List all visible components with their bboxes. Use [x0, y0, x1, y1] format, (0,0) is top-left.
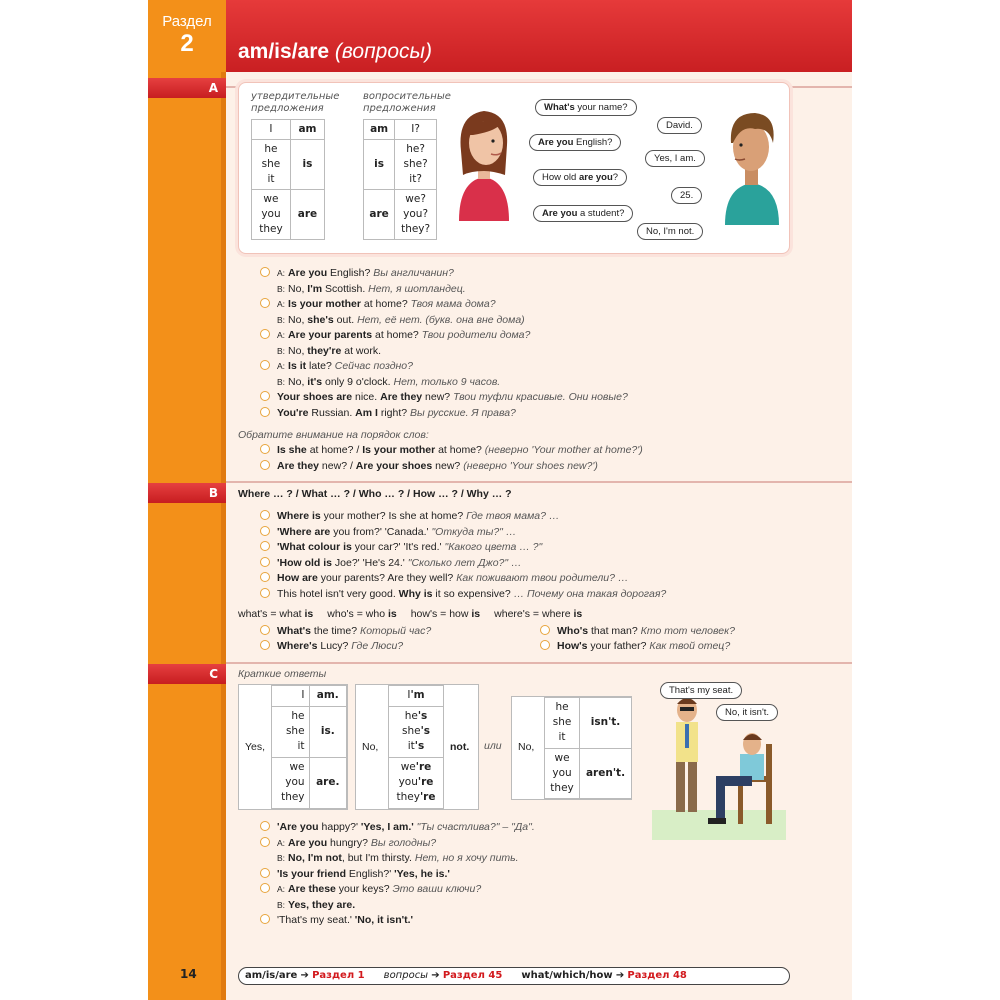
speaker-label: B:	[277, 314, 286, 325]
example-line: Where is your mother? Is she at home? Где твоя мама? …	[260, 510, 559, 523]
translation: Который час?	[360, 625, 432, 637]
speaker-label: B:	[277, 283, 286, 294]
speaker-label: B:	[277, 853, 286, 863]
or-label: или	[484, 740, 502, 752]
translation: … Почему она такая дорогая?	[513, 587, 667, 600]
speech-bubble: 25.	[671, 187, 702, 204]
bullet-circle-icon	[260, 837, 270, 847]
question-table	[363, 119, 437, 240]
verb-cell: am	[364, 120, 395, 140]
short-answers-title: Краткие ответы	[238, 668, 327, 680]
bullet-circle-icon	[540, 640, 550, 650]
bullet-circle-icon	[260, 821, 270, 831]
translation: Как твой отец?	[649, 640, 731, 652]
table-row: we're you're they're	[389, 757, 444, 808]
speaker-label: A:	[277, 330, 286, 340]
no-label: No,	[362, 741, 379, 753]
example-line: You're Russian. Am I right? Вы русские. Я права?	[260, 407, 516, 420]
table-row: I am.	[272, 686, 347, 707]
example-line: B: Yes, they are.	[277, 898, 356, 911]
man-illustration	[719, 107, 785, 225]
translation: Нет, её нет. (букв. она вне дома)	[357, 313, 525, 326]
translation: Где твоя мама? …	[466, 510, 560, 522]
translation: Нет, но я хочу пить.	[414, 852, 519, 864]
bullet-circle-icon	[260, 267, 270, 277]
affirm-table	[251, 119, 325, 240]
example-line: How are your parents? Are they well? Как поживают твои родители? …	[260, 572, 628, 585]
table-row: I'm	[389, 686, 444, 707]
ref-item[interactable]: вопросы ➔ Раздел 45	[383, 970, 503, 981]
translation: Вы англичанин?	[373, 267, 454, 279]
speech-bubble: Are you English?	[529, 134, 621, 151]
example-line: 'What colour is your car?' 'It's red.' "Какого цвета … ?"	[260, 541, 542, 554]
example-line: B: No, she's out. Нет, её нет. (букв. она вне дома)	[277, 313, 525, 326]
example-line: A: Are these your keys? Это ваши ключи?	[260, 883, 481, 896]
page-title: am/is/are (вопросы)	[238, 40, 432, 63]
example-line: How's your father? Как твой отец?	[540, 640, 730, 653]
table-row	[252, 140, 325, 190]
translation: (неверно 'Your mother at home?')	[484, 444, 643, 456]
translation: "Ты счастлива?" – "Да".	[416, 821, 535, 833]
affirm-title: утвердительные предложения	[251, 91, 340, 114]
section-a-grammar-box	[238, 82, 790, 254]
bullet-circle-icon	[260, 588, 270, 598]
speaker-label: B:	[277, 345, 286, 356]
speaker-label: A:	[277, 268, 286, 278]
verb-cell: is	[290, 140, 324, 190]
unit-box	[148, 0, 226, 72]
translation: Вы голодны?	[370, 836, 437, 849]
unit-number: 2	[180, 30, 194, 57]
contraction: where's = where is	[494, 608, 583, 620]
header-bar	[226, 0, 852, 72]
example-line: 'Is your friend English?' 'Yes, he is.'	[260, 868, 450, 881]
speech-bubble: Are you a student?	[533, 205, 633, 222]
table-row	[364, 120, 437, 140]
translation: Это ваши ключи?	[392, 883, 482, 895]
bullet-circle-icon	[260, 541, 270, 551]
example-line: B: No, I'm Scottish. Нет, я шотландец.	[277, 282, 466, 295]
bullet-circle-icon	[260, 868, 270, 878]
question-title: вопросительные предложения	[363, 91, 451, 114]
bullet-circle-icon	[260, 914, 270, 924]
translation: Твои родители дома?	[421, 329, 531, 341]
verb-cell: are	[364, 190, 395, 240]
pronoun-cell: we you they	[252, 190, 291, 240]
table-row: he's she's it's	[389, 706, 444, 757]
example-line: B: No, it's only 9 o'clock. Нет, только 9 часов.	[277, 375, 501, 388]
translation: "Сколько лет Джо?" …	[407, 556, 522, 569]
contraction: who's = who is	[327, 608, 397, 620]
bullet-circle-icon	[540, 625, 550, 635]
speech-bubble: That's my seat.	[660, 682, 742, 699]
word-order-note: Обратите внимание на порядок слов:	[238, 429, 429, 441]
speech-bubble: David.	[657, 117, 702, 134]
table-row: we you they aren't.	[545, 748, 632, 799]
table-row: we you they are.	[272, 757, 347, 808]
example-line: A: Are you English? Вы англичанин?	[260, 267, 454, 280]
example-line: 'That's my seat.' 'No, it isn't.'	[260, 914, 413, 927]
example-line: This hotel isn't very good. Why is it so expensive? … Почему она такая дорогая?	[260, 588, 666, 601]
bullet-circle-icon	[260, 444, 270, 454]
short-answers-negative-table	[511, 696, 632, 800]
example-line: B: No, they're at work.	[277, 344, 381, 357]
table-row	[364, 190, 437, 240]
bullet-circle-icon	[260, 460, 270, 470]
bullet-circle-icon	[260, 625, 270, 635]
ref-item[interactable]: am/is/are ➔ Раздел 1	[245, 970, 365, 981]
bullet-circle-icon	[260, 510, 270, 520]
example-line: A: Are your parents at home? Твои родители дома?	[260, 329, 530, 342]
speaker-label: A:	[277, 361, 286, 371]
short-answers-yes-table	[238, 684, 348, 810]
table-row: he she it isn't.	[545, 698, 632, 749]
example-line: A: Is your mother at home? Твоя мама дома?	[260, 298, 496, 311]
woman-illustration	[453, 105, 515, 221]
bullet-circle-icon	[260, 391, 270, 401]
example-line: 'Where are you from?' 'Canada.' "Откуда ты?" …	[260, 526, 516, 539]
verb-cell: are	[290, 190, 324, 240]
translation: (неверно 'Your shoes new?')	[463, 459, 598, 472]
speaker-label: B:	[277, 899, 286, 910]
translation: Кто тот человек?	[640, 625, 735, 637]
speaker-label: A:	[277, 884, 286, 894]
translation: Нет, я шотландец.	[368, 282, 466, 295]
table-row	[252, 190, 325, 240]
example-line: Who's that man? Кто тот человек?	[540, 625, 735, 638]
bullet-circle-icon	[260, 883, 270, 893]
translation: Где Люси?	[351, 640, 404, 652]
example-line: A: Is it late? Сейчас поздно?	[260, 360, 413, 373]
bullet-circle-icon	[260, 360, 270, 370]
translation: "Какого цвета … ?"	[444, 541, 543, 553]
bullet-circle-icon	[260, 640, 270, 650]
section-tab-b: B	[148, 483, 226, 503]
translation: Твоя мама дома?	[410, 298, 496, 310]
speech-bubble: What's your name?	[535, 99, 637, 116]
speaker-label: A:	[277, 837, 286, 848]
table-row: he she it is.	[272, 706, 347, 757]
pronoun-cell: we? you? they?	[395, 190, 437, 240]
translation: Вы русские. Я права?	[410, 406, 516, 419]
example-line: 'How old is Joe?' 'He's 24.' "Сколько лет Джо?" …	[260, 557, 522, 570]
pronoun-cell: he? she? it?	[395, 140, 437, 190]
section-tab-c: C	[148, 664, 226, 684]
speaker-label: A:	[277, 299, 286, 309]
contraction: what's = what is	[238, 608, 314, 620]
example-line: What's the time? Который час?	[260, 625, 431, 638]
verb-cell: am	[290, 120, 324, 140]
short-answers-no-table	[355, 684, 479, 810]
example-line: Where's Lucy? Где Люси?	[260, 640, 403, 653]
pronoun-cell: I	[252, 120, 291, 140]
cross-reference-bar	[238, 967, 790, 985]
speech-bubble: No, I'm not.	[637, 223, 703, 240]
translation: Как поживают твои родители? …	[456, 572, 629, 584]
table-row	[364, 140, 437, 190]
bullet-circle-icon	[260, 298, 270, 308]
example-line: Are they new? / Are your shoes new? (неверно 'Your shoes new?')	[260, 460, 598, 473]
unit-label: Раздел	[162, 13, 212, 30]
bullet-circle-icon	[260, 329, 270, 339]
yes-label: Yes,	[245, 741, 266, 753]
translation: Твои туфли красивые. Они новые?	[453, 391, 628, 403]
pronoun-cell: he she it	[252, 140, 291, 190]
section-divider	[226, 662, 852, 664]
page-number: 14	[180, 967, 197, 981]
translation: Сейчас поздно?	[334, 360, 413, 372]
bullet-circle-icon	[260, 526, 270, 536]
speech-bubble: How old are you?	[533, 169, 627, 186]
pronoun-cell: I?	[395, 120, 437, 140]
example-line: 'Are you happy?' 'Yes, I am.' "Ты счастлива?" – "Да".	[260, 821, 535, 834]
section-divider	[226, 481, 852, 483]
bullet-circle-icon	[260, 407, 270, 417]
bullet-circle-icon	[260, 572, 270, 582]
ref-item[interactable]: what/which/how ➔ Раздел 48	[521, 970, 687, 981]
contractions-row	[238, 608, 596, 621]
example-line: B: No, I'm not, but I'm thirsty. Нет, но я хочу пить.	[277, 852, 519, 864]
section-b-heading: Where … ? / What … ? / Who … ? / How … ? / Why … ?	[238, 488, 512, 500]
contraction: how's = how is	[410, 608, 481, 620]
example-line: Your shoes are nice. Are they new? Твои туфли красивые. Они новые?	[260, 391, 628, 404]
section-tab-a: A	[148, 78, 226, 98]
speech-bubble: Yes, I am.	[645, 150, 705, 167]
translation: "Откуда ты?" …	[431, 525, 517, 538]
example-line: A: Are you hungry? Вы голодны?	[260, 837, 436, 850]
example-line: Is she at home? / Is your mother at home? (неверно 'Your mother at home?')	[260, 444, 643, 457]
bullet-circle-icon	[260, 557, 270, 567]
no-label: No,	[518, 741, 535, 753]
not-label: not.	[450, 741, 470, 753]
table-row	[252, 120, 325, 140]
verb-cell: is	[364, 140, 395, 190]
speaker-label: B:	[277, 376, 286, 387]
translation: Нет, только 9 часов.	[393, 375, 501, 388]
speech-bubble: No, it isn't.	[716, 704, 778, 721]
